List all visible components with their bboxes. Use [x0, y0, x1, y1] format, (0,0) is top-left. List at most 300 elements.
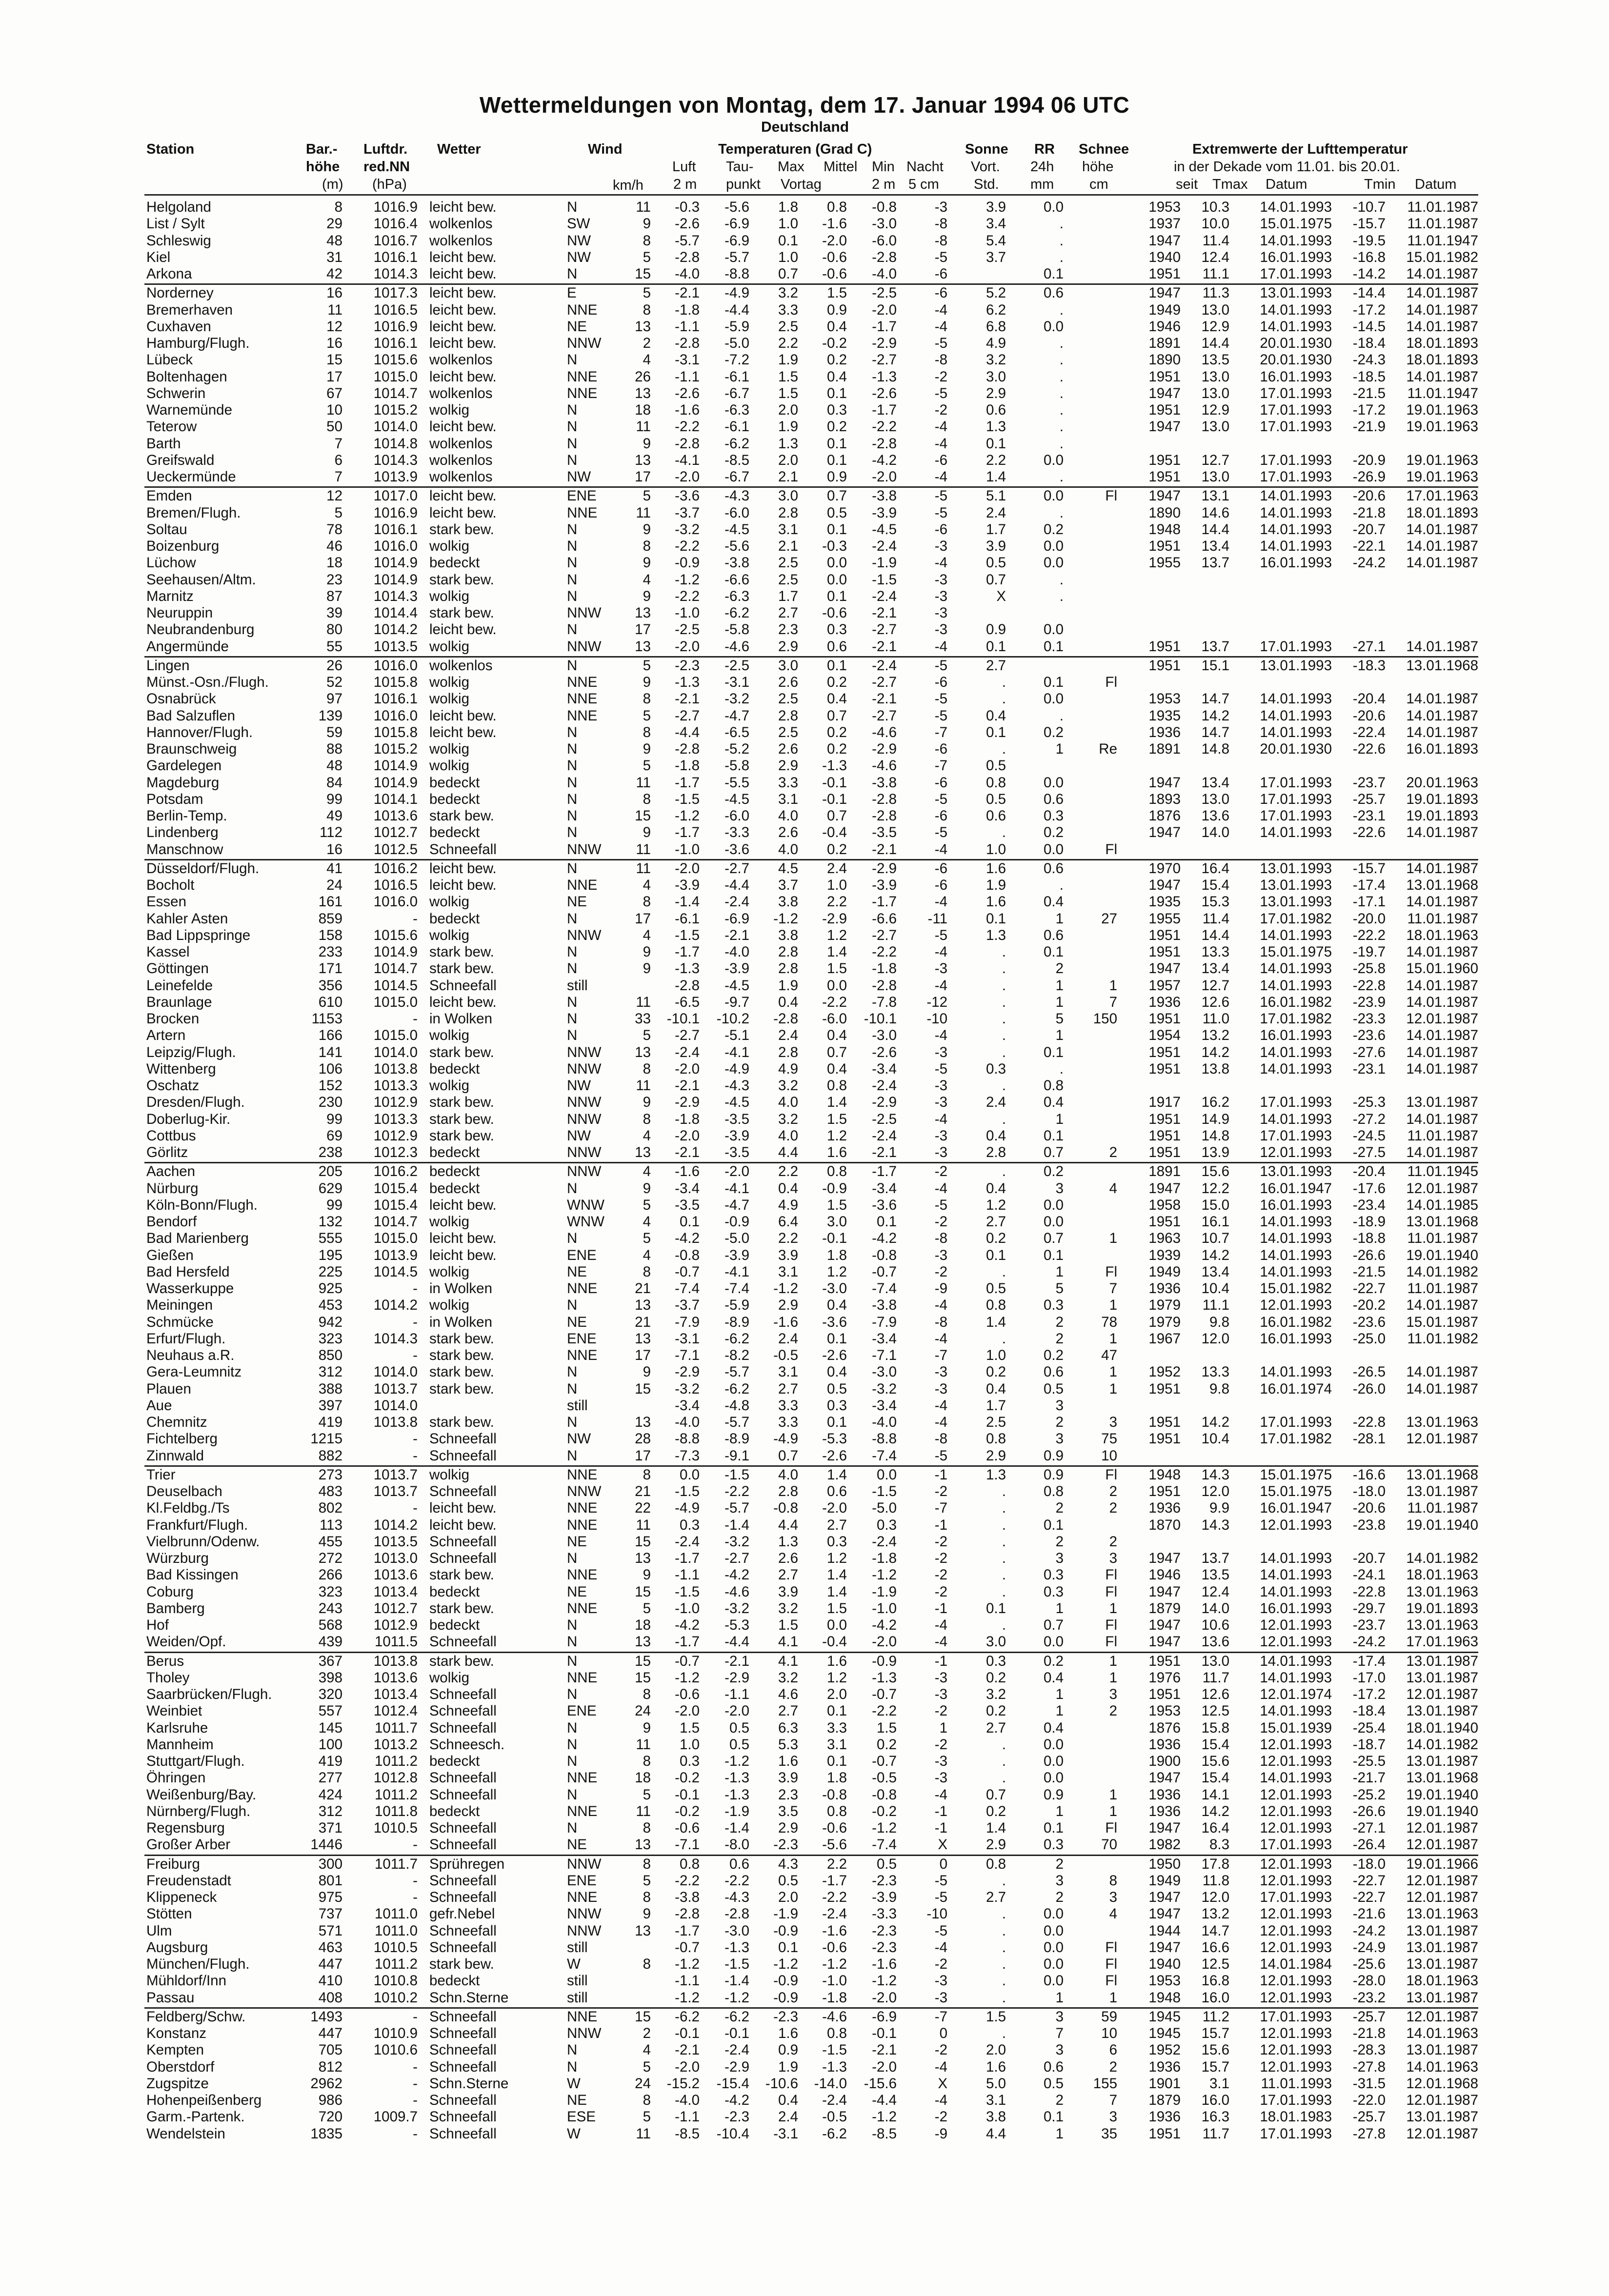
- cell-luft: -1.8: [675, 758, 700, 774]
- cell-taupunkt: -2.8: [724, 1906, 749, 1922]
- cell-datum-max: 14.01.1993: [1260, 1044, 1332, 1060]
- cell-datum-max: 20.01.1930: [1260, 741, 1332, 757]
- cell-max: 3.1: [778, 791, 798, 807]
- cell-station: Deuselbach: [146, 1483, 222, 1499]
- cell-nacht: -5: [934, 335, 947, 351]
- table-row: [0, 1011, 1609, 1027]
- cell-seit: 1967: [1148, 1330, 1181, 1347]
- cell-rr: 0.0: [1043, 1753, 1064, 1769]
- cell-taupunkt: -3.1: [724, 674, 749, 690]
- cell-datum-max: 13.01.1993: [1260, 860, 1332, 877]
- cell-windstaerke: 15: [635, 266, 651, 282]
- table-row: [0, 1737, 1609, 1753]
- cell-sonne: .: [1002, 1567, 1006, 1583]
- table-row: [0, 402, 1609, 419]
- cell-mittel: 0.1: [826, 1753, 847, 1769]
- cell-rr: 0.0: [1043, 1634, 1064, 1650]
- cell-luft: -2.5: [675, 621, 700, 638]
- cell-station: Barth: [146, 435, 181, 452]
- cell-seit: 1970: [1148, 860, 1181, 877]
- cell-seit: 1936: [1148, 2058, 1181, 2075]
- cell-seit: 1901: [1148, 2075, 1181, 2092]
- cell-nacht: -3: [934, 1380, 947, 1397]
- cell-sonne: 2.7: [986, 1719, 1006, 1736]
- cell-sonne: 0.9: [986, 621, 1006, 638]
- cell-sonne: 3.9: [986, 199, 1006, 215]
- cell-luftdruck: 1014.9: [373, 758, 418, 774]
- cell-wetter: Schneefall: [429, 1820, 497, 1836]
- cell-datum-max: 14.01.1993: [1260, 691, 1332, 707]
- cell-luftdruck: 1014.0: [373, 419, 418, 435]
- cell-nacht: -3: [934, 588, 947, 604]
- cell-station: Coburg: [146, 1583, 194, 1600]
- cell-tmax: 12.0: [1201, 1889, 1229, 1905]
- cell-datum-max: 12.01.1993: [1260, 1973, 1332, 1989]
- cell-mittel: -1.3: [822, 2058, 847, 2075]
- cell-station: Zinnwald: [146, 1447, 204, 1464]
- cell-tmax: 13.4: [1201, 774, 1229, 791]
- cell-sonne: 0.5: [986, 791, 1006, 807]
- cell-wetter: bedeckt: [429, 1753, 480, 1769]
- cell-hoehe: 112: [319, 824, 342, 841]
- cell-tmin: -20.7: [1352, 1550, 1386, 1566]
- cell-windstaerke: 15: [635, 2008, 651, 2025]
- cell-max: -1.2: [773, 910, 798, 927]
- cell-min: -2.1: [872, 841, 897, 858]
- cell-luftdruck: 1015.8: [373, 724, 418, 740]
- cell-wetter: Schneefall: [429, 2092, 497, 2108]
- cell-taupunkt: -6.9: [724, 216, 749, 232]
- cell-mittel: -6.0: [822, 1011, 847, 1027]
- cell-sonne: 3.0: [986, 368, 1006, 385]
- cell-datum-min: 15.01.1982: [1406, 249, 1478, 265]
- cell-sonne: 2.4: [986, 1094, 1006, 1111]
- cell-datum-min: 19.01.1940: [1406, 1247, 1478, 1263]
- cell-luftdruck: 1014.9: [373, 555, 418, 571]
- cell-windrichtung: N: [567, 2042, 578, 2058]
- cell-windstaerke: 8: [643, 232, 651, 249]
- cell-datum-max: 12.01.1993: [1260, 1939, 1332, 1956]
- cell-tmax: 10.0: [1201, 216, 1229, 232]
- cell-wetter: leicht bew.: [429, 1500, 497, 1517]
- cell-nacht: -3: [934, 1770, 947, 1786]
- cell-datum-max: 15.01.1975: [1260, 1483, 1332, 1499]
- cell-rr: 0.6: [1043, 2058, 1064, 2075]
- cell-min: -4.2: [872, 1617, 897, 1633]
- cell-hoehe: 171: [318, 960, 342, 977]
- cell-min: -1.5: [872, 571, 897, 588]
- cell-seit: 1963: [1148, 1230, 1181, 1247]
- cell-windstaerke: 5: [643, 488, 651, 504]
- cell-windrichtung: NE: [567, 318, 587, 335]
- cell-windstaerke: 9: [643, 674, 651, 690]
- cell-luftdruck: 1016.7: [373, 232, 418, 249]
- cell-windrichtung: NNE: [567, 368, 598, 385]
- cell-sonne: 2.9: [986, 1447, 1006, 1464]
- cell-windrichtung: NNE: [567, 504, 598, 521]
- cell-luft: -1.2: [675, 1669, 700, 1686]
- cell-luftdruck: -: [413, 2092, 418, 2108]
- cell-sonne: 5.1: [986, 488, 1006, 504]
- cell-luft: -4.4: [675, 724, 700, 740]
- cell-rr: 0.1: [1043, 674, 1064, 690]
- cell-seit: 1979: [1148, 1297, 1181, 1314]
- cell-seit: 1947: [1148, 1180, 1181, 1197]
- cell-tmin: -27.8: [1352, 2125, 1386, 2142]
- table-row: [0, 216, 1609, 232]
- cell-rr: 0.6: [1043, 860, 1064, 877]
- cell-mittel: 0.3: [826, 621, 847, 638]
- cell-wetter: Schneesch.: [429, 1736, 505, 1753]
- cell-nacht: -7: [934, 724, 947, 740]
- cell-datum-max: 16.01.1993: [1260, 1027, 1332, 1044]
- cell-windstaerke: 4: [643, 1247, 651, 1263]
- header-tau-2: punkt: [726, 177, 761, 192]
- cell-seit: 1917: [1148, 1094, 1181, 1111]
- cell-tmin: -17.0: [1352, 1669, 1386, 1686]
- cell-wetter: bedeckt: [429, 1144, 480, 1160]
- cell-mittel: -3.6: [822, 1314, 847, 1330]
- cell-station: Mannheim: [146, 1736, 214, 1753]
- cell-seit: 1947: [1148, 1889, 1181, 1905]
- table-row: [0, 1753, 1609, 1770]
- cell-rr: 3: [1055, 2042, 1064, 2058]
- cell-windstaerke: 21: [635, 1483, 651, 1499]
- table-row: [0, 1111, 1609, 1128]
- cell-nacht: -6: [934, 860, 947, 877]
- cell-windstaerke: 8: [643, 791, 651, 807]
- cell-tmin: -25.2: [1352, 1786, 1386, 1803]
- cell-mittel: -2.9: [822, 910, 847, 927]
- cell-luft: -2.2: [675, 1872, 700, 1889]
- cell-wetter: wolkig: [429, 894, 469, 910]
- cell-datum-min: 14.01.1987: [1406, 1144, 1478, 1160]
- cell-luft: -1.3: [675, 674, 700, 690]
- cell-max: -1.9: [773, 1906, 798, 1922]
- cell-tmin: -18.4: [1352, 335, 1386, 351]
- cell-luftdruck: 1010.9: [373, 2025, 418, 2041]
- cell-rr: .: [1059, 216, 1064, 232]
- cell-nacht: -6: [934, 266, 947, 282]
- cell-mittel: 0.2: [826, 352, 847, 368]
- cell-station: Saarbrücken/Flugh.: [146, 1686, 272, 1702]
- cell-nacht: -2: [934, 1703, 947, 1719]
- cell-rr: 1: [1055, 1027, 1064, 1044]
- cell-station: Gießen: [146, 1247, 194, 1263]
- cell-min: -3.9: [872, 877, 897, 893]
- cell-tmin: -26.9: [1352, 469, 1386, 485]
- cell-schnee: Fl: [1105, 1263, 1117, 1280]
- cell-windstaerke: 17: [635, 910, 651, 927]
- cell-wetter: leicht bew.: [429, 301, 497, 318]
- cell-min: -1.2: [872, 1567, 897, 1583]
- table-row: [0, 538, 1609, 555]
- cell-luftdruck: 1014.1: [373, 791, 418, 807]
- cell-windrichtung: NE: [567, 1583, 587, 1600]
- cell-mittel: 0.0: [826, 1617, 847, 1633]
- cell-min: -7.1: [872, 1347, 897, 1363]
- cell-station: Bad Hersfeld: [146, 1263, 230, 1280]
- cell-hoehe: 12: [326, 488, 342, 504]
- cell-datum-max: 14.01.1993: [1260, 318, 1332, 335]
- cell-seit: 1940: [1148, 1956, 1181, 1972]
- cell-mittel: 0.1: [826, 1330, 847, 1347]
- cell-nacht: -4: [934, 944, 947, 960]
- table-row: [0, 1180, 1609, 1197]
- table-row: [0, 1483, 1609, 1500]
- cell-luftdruck: 1014.2: [373, 1517, 418, 1533]
- cell-windstaerke: 5: [643, 2109, 651, 2125]
- cell-schnee: 3: [1109, 2109, 1117, 2125]
- cell-datum-min: 14.01.1987: [1406, 368, 1478, 385]
- cell-hoehe: 942: [318, 1314, 342, 1330]
- cell-schnee: 70: [1101, 1837, 1117, 1853]
- cell-sonne: 1.6: [986, 2058, 1006, 2075]
- cell-tmin: -27.2: [1352, 1111, 1386, 1127]
- cell-station: Marnitz: [146, 588, 194, 604]
- cell-rr: 0.0: [1043, 1214, 1064, 1230]
- cell-datum-max: 14.01.1993: [1260, 521, 1332, 538]
- cell-luftdruck: 1012.5: [373, 841, 418, 858]
- cell-hoehe: 801: [318, 1872, 342, 1889]
- cell-tmin: -21.5: [1352, 385, 1386, 401]
- cell-windrichtung: still: [567, 977, 588, 994]
- cell-taupunkt: -0.1: [724, 2025, 749, 2041]
- cell-max: -0.8: [773, 1500, 798, 1517]
- cell-taupunkt: -4.0: [724, 944, 749, 960]
- cell-max: 1.9: [778, 352, 798, 368]
- cell-windstaerke: 8: [643, 2092, 651, 2108]
- cell-tmax: 11.4: [1202, 910, 1229, 927]
- table-row: [0, 2059, 1609, 2076]
- cell-tmax: 8.3: [1209, 1837, 1229, 1853]
- cell-max: 4.1: [778, 1653, 798, 1669]
- cell-max: 2.4: [778, 1330, 798, 1347]
- cell-mittel: 1.5: [826, 1197, 847, 1213]
- cell-rr: .: [1059, 877, 1064, 893]
- cell-luftdruck: 1016.0: [373, 538, 418, 554]
- cell-windstaerke: 11: [636, 774, 651, 791]
- cell-tmin: -18.5: [1352, 368, 1386, 385]
- cell-luft: -3.2: [675, 521, 700, 538]
- cell-schnee: Fl: [1105, 1466, 1117, 1483]
- cell-max: 0.4: [778, 2092, 798, 2108]
- cell-max: 0.1: [778, 1939, 798, 1956]
- cell-station: Passau: [146, 1989, 195, 2006]
- cell-min: -2.0: [872, 1989, 897, 2006]
- cell-windstaerke: 8: [643, 1263, 651, 1280]
- cell-datum-max: 14.01.1993: [1260, 1550, 1332, 1566]
- cell-tmin: -18.0: [1352, 1856, 1386, 1872]
- table-row: [0, 621, 1609, 638]
- cell-windrichtung: N: [567, 1786, 578, 1803]
- cell-min: 0.5: [876, 1856, 897, 1872]
- cell-tmax: 14.2: [1201, 1247, 1229, 1263]
- table-row: [0, 1820, 1609, 1837]
- cell-luftdruck: 1013.7: [373, 1380, 418, 1397]
- cell-tmin: -23.2: [1352, 1989, 1386, 2006]
- cell-luftdruck: 1012.9: [373, 1617, 418, 1633]
- cell-windstaerke: 13: [635, 1144, 651, 1160]
- table-row: [0, 1044, 1609, 1061]
- cell-luft: -1.3: [675, 960, 700, 977]
- cell-mittel: 0.7: [826, 488, 847, 504]
- cell-wetter: Schneefall: [429, 1533, 497, 1550]
- cell-station: Fichtelberg: [146, 1431, 218, 1447]
- cell-rr: 0.8: [1043, 1078, 1064, 1094]
- cell-datum-max: 15.01.1975: [1260, 216, 1332, 232]
- cell-tmax: 14.4: [1201, 335, 1229, 351]
- cell-seit: 1951: [1148, 402, 1181, 418]
- cell-schnee: 1: [1109, 1600, 1117, 1617]
- cell-tmax: 14.6: [1201, 504, 1229, 521]
- cell-datum-min: 19.01.1963: [1406, 419, 1478, 435]
- cell-mittel: -0.3: [822, 538, 847, 554]
- cell-wetter: leicht bew.: [429, 368, 497, 385]
- cell-windstaerke: 4: [643, 1214, 651, 1230]
- cell-tmax: 14.3: [1201, 1517, 1229, 1533]
- cell-tmin: -20.6: [1352, 1500, 1386, 1517]
- table-row: [0, 841, 1609, 858]
- cell-tmin: -24.5: [1352, 1127, 1386, 1144]
- cell-sonne: .: [1002, 1550, 1006, 1566]
- cell-tmin: -26.6: [1352, 1247, 1386, 1263]
- cell-tmin: -27.8: [1352, 2058, 1386, 2075]
- cell-windstaerke: 18: [635, 1617, 651, 1633]
- cell-windrichtung: N: [567, 1686, 578, 1702]
- cell-hoehe: 424: [318, 1786, 342, 1803]
- cell-seit: 1946: [1148, 318, 1181, 335]
- cell-schnee: Fl: [1105, 1634, 1117, 1650]
- cell-luftdruck: 1014.3: [373, 266, 418, 282]
- cell-taupunkt: -6.7: [724, 469, 749, 485]
- cell-datum-max: 17.01.1993: [1260, 2092, 1332, 2108]
- header-seit: seit: [1176, 177, 1198, 192]
- cell-taupunkt: -3.2: [724, 1533, 749, 1550]
- cell-tmin: -17.4: [1352, 877, 1386, 893]
- cell-min: -1.9: [872, 1583, 897, 1600]
- cell-tmin: -23.4: [1352, 1197, 1386, 1213]
- cell-seit: 1891: [1148, 1163, 1181, 1180]
- cell-station: Nürnberg/Flugh.: [146, 1803, 251, 1819]
- cell-luftdruck: 1013.8: [373, 1653, 418, 1669]
- cell-windstaerke: 33: [635, 1011, 651, 1027]
- cell-taupunkt: -2.2: [724, 1483, 749, 1499]
- cell-nacht: -3: [934, 199, 947, 215]
- cell-sonne: 4.4: [986, 2125, 1006, 2142]
- cell-datum-min: 13.01.1987: [1406, 1703, 1478, 1719]
- cell-max: 2.6: [778, 741, 798, 757]
- cell-windrichtung: N: [567, 1364, 578, 1380]
- cell-max: 2.8: [778, 960, 798, 977]
- cell-windrichtung: still: [567, 1973, 588, 1989]
- cell-wetter: wolkig: [429, 1214, 469, 1230]
- cell-luft: -2.0: [675, 1127, 700, 1144]
- cell-nacht: X: [938, 1837, 947, 1853]
- cell-min: -1.7: [872, 318, 897, 335]
- cell-seit: 1947: [1148, 385, 1181, 401]
- cell-taupunkt: -4.2: [724, 1567, 749, 1583]
- cell-min: -1.3: [872, 1669, 897, 1686]
- cell-sonne: 1.5: [986, 2008, 1006, 2025]
- header-schnee-3: cm: [1089, 177, 1108, 192]
- cell-datum-min: 13.01.1987: [1406, 1939, 1478, 1956]
- cell-hoehe: 408: [318, 1989, 342, 2006]
- cell-max: -2.8: [773, 1011, 798, 1027]
- cell-tmin: -25.5: [1352, 1753, 1386, 1769]
- cell-station: Bad Kissingen: [146, 1567, 239, 1583]
- cell-luftdruck: 1012.9: [373, 1127, 418, 1144]
- cell-taupunkt: -4.5: [724, 791, 749, 807]
- cell-mittel: 1.2: [826, 1550, 847, 1566]
- cell-mittel: 0.9: [826, 301, 847, 318]
- cell-wetter: leicht bew.: [429, 488, 497, 504]
- cell-datum-min: 12.01.1987: [1406, 1686, 1478, 1702]
- cell-datum-min: 14.01.1987: [1406, 691, 1478, 707]
- cell-max: 4.4: [778, 1144, 798, 1160]
- cell-mittel: 1.4: [826, 1583, 847, 1600]
- cell-max: -0.9: [773, 1922, 798, 1939]
- cell-datum-min: 14.01.1963: [1406, 2025, 1478, 2041]
- cell-station: Kl.Feldbg./Ts: [146, 1500, 230, 1517]
- cell-windrichtung: N: [567, 555, 578, 571]
- cell-hoehe: 29: [326, 216, 342, 232]
- cell-tmin: -24.1: [1352, 1567, 1386, 1583]
- cell-luft: -1.2: [675, 571, 700, 588]
- cell-tmin: -24.2: [1352, 1634, 1386, 1650]
- cell-luftdruck: 1016.0: [373, 894, 418, 910]
- cell-taupunkt: -4.2: [724, 2092, 749, 2108]
- cell-luftdruck: 1015.2: [373, 402, 418, 418]
- table-row: [0, 1247, 1609, 1264]
- table-row: [0, 1939, 1609, 1956]
- cell-nacht: -1: [934, 1803, 947, 1819]
- cell-hoehe: 397: [318, 1397, 342, 1414]
- cell-schnee: 78: [1101, 1314, 1117, 1330]
- cell-rr: .: [1059, 352, 1064, 368]
- cell-windrichtung: N: [567, 1617, 578, 1633]
- cell-wetter: leicht bew.: [429, 1247, 497, 1263]
- cell-min: -8.5: [872, 2125, 897, 2142]
- cell-nacht: -4: [934, 638, 947, 655]
- cell-taupunkt: -6.6: [724, 571, 749, 588]
- cell-hoehe: 737: [318, 1906, 342, 1922]
- cell-tmax: 11.3: [1202, 285, 1229, 301]
- cell-tmin: -18.4: [1352, 1703, 1386, 1719]
- cell-sonne: .: [1002, 994, 1006, 1010]
- cell-rr: 0.0: [1043, 555, 1064, 571]
- cell-windrichtung: still: [567, 1397, 588, 1414]
- cell-windrichtung: NNW: [567, 2025, 602, 2041]
- cell-mittel: 0.1: [826, 435, 847, 452]
- cell-luftdruck: -: [413, 1889, 418, 1905]
- cell-datum-min: 14.01.1987: [1406, 707, 1478, 724]
- cell-luft: -0.7: [675, 1939, 700, 1956]
- cell-mittel: 0.7: [826, 808, 847, 824]
- cell-seit: 1947: [1148, 285, 1181, 301]
- table-row: [0, 1787, 1609, 1803]
- cell-datum-min: 11.01.1987: [1407, 1500, 1478, 1517]
- cell-hoehe: 5: [334, 504, 342, 521]
- cell-luftdruck: 1016.1: [373, 249, 418, 265]
- cell-station: Würzburg: [146, 1550, 209, 1566]
- cell-tmin: -18.7: [1352, 1736, 1386, 1753]
- cell-windrichtung: NNE: [567, 877, 598, 893]
- cell-seit: 1940: [1148, 249, 1181, 265]
- cell-tmin: -22.6: [1352, 824, 1386, 841]
- cell-hoehe: 16: [326, 335, 342, 351]
- cell-datum-max: 17.01.1993: [1260, 2008, 1332, 2025]
